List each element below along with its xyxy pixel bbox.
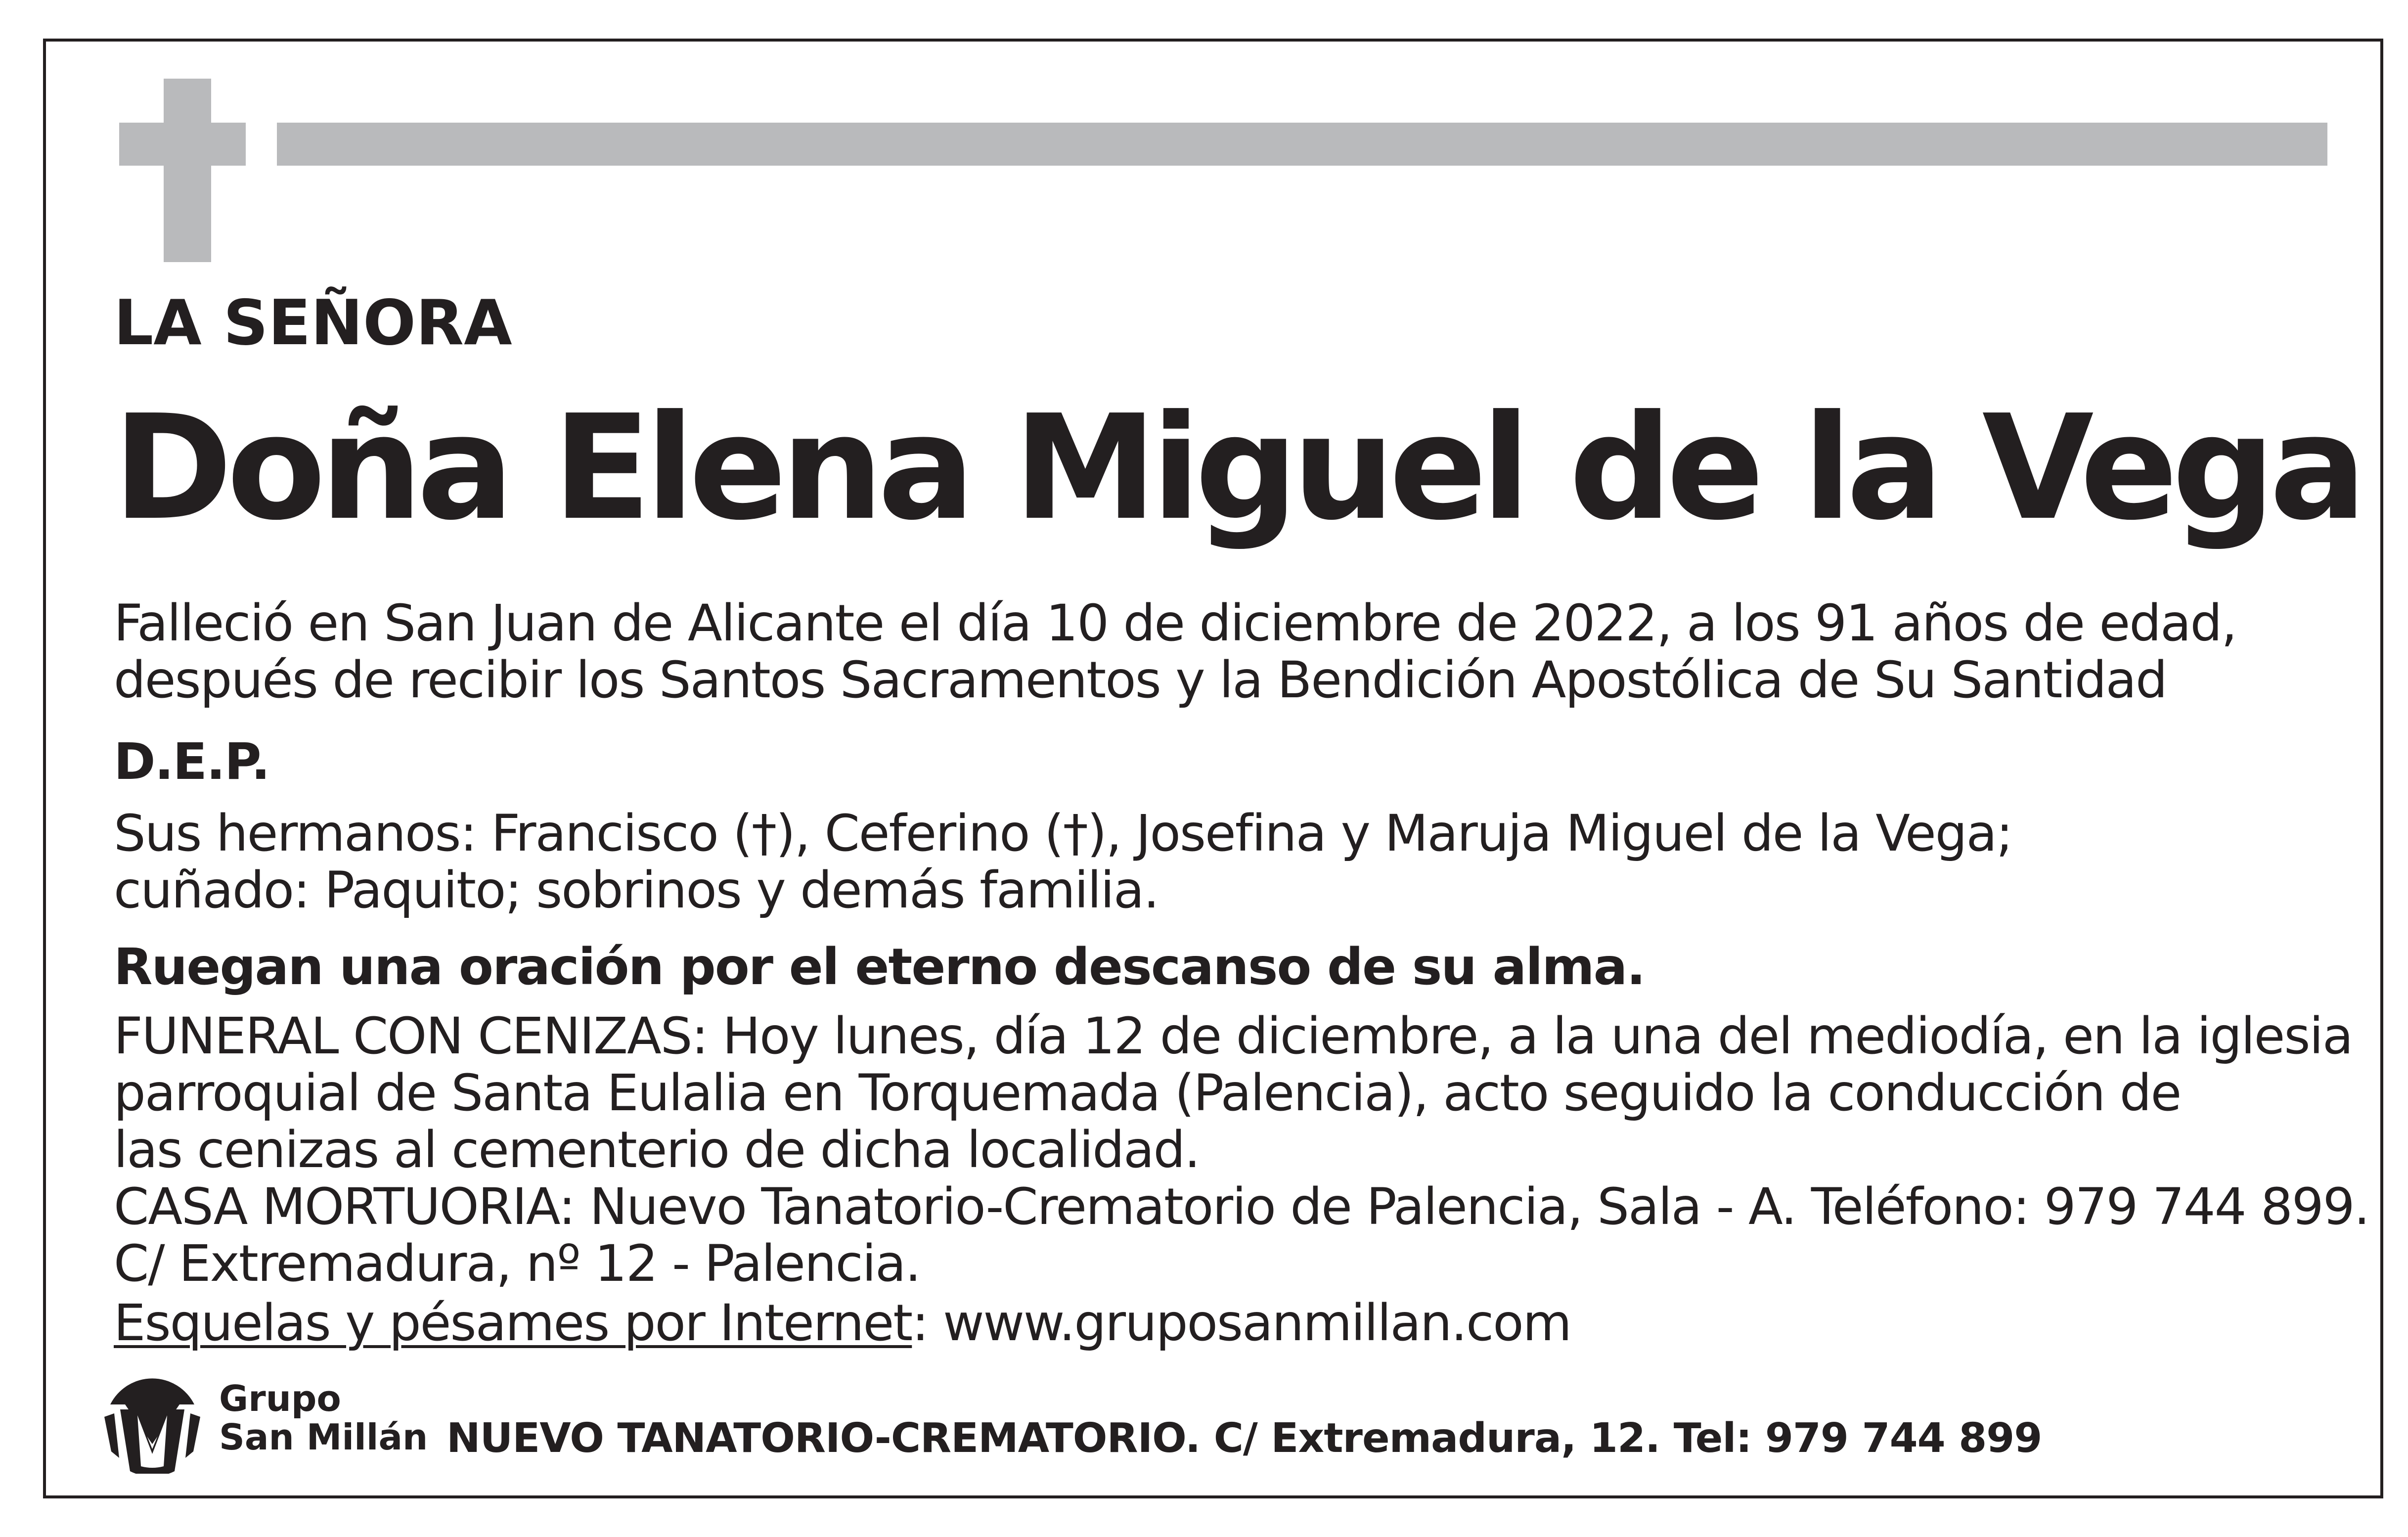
grupo-san-millan-logo-icon xyxy=(100,1370,204,1474)
footer-address: NUEVO TANATORIO-CREMATORIO. C/ Extremadura, 12. Tel: 979 744 899 xyxy=(446,1415,2042,1462)
internet-label: Esquelas y pésames por Internet xyxy=(114,1294,912,1353)
honorific: LA SEÑORA xyxy=(114,286,512,359)
funeral-line-1: FUNERAL CON CENIZAS: Hoy lunes, día 12 de diciembre, a la una del mediodía, en la iglesia xyxy=(114,1007,2353,1066)
prayer-text: Ruegan una oración por el eterno descanso de su alma. xyxy=(114,938,1645,996)
cross-horizontal-bar xyxy=(119,123,246,166)
family-line-1: Sus hermanos: Francisco (†), Ceferino (†), Josefina y Maruja Miguel de la Vega; xyxy=(114,804,2012,863)
funeral-line-3: las cenizas al cementerio de dicha localidad. xyxy=(114,1121,1200,1179)
death-line-2: después de recibir los Santos Sacramentos y la Bendición Apostólica de Su Santidad xyxy=(114,651,2167,710)
funeral-line-2: parroquial de Santa Eulalia en Torquemada (Palencia), acto seguido la conducción de xyxy=(114,1064,2181,1123)
mortuary-line-2: C/ Extremadura, nº 12 - Palencia. xyxy=(114,1234,920,1293)
logo-line-2: San Millán xyxy=(219,1416,428,1458)
cross-vertical-bar xyxy=(164,79,211,262)
logo-wordmark xyxy=(219,1380,428,1457)
death-line-1: Falleció en San Juan de Alicante el día 10 de diciembre de 2022, a los 91 años de edad, xyxy=(114,594,2236,653)
family-line-2: cuñado: Paquito; sobrinos y demás familia. xyxy=(114,861,1159,920)
internet-separator: : xyxy=(912,1294,943,1353)
rip-text: D.E.P. xyxy=(114,732,269,791)
mortuary-line-1: CASA MORTUORIA: Nuevo Tanatorio-Crematorio de Palencia, Sala - A. Teléfono: 979 744 899. xyxy=(114,1177,2369,1236)
deceased-name: Doña Elena Miguel de la Vega xyxy=(113,384,2361,552)
header-rule xyxy=(277,123,2327,166)
website-link[interactable]: www.gruposanmillan.com xyxy=(943,1294,1571,1353)
internet-line xyxy=(114,1294,1571,1353)
logo-line-1: Grupo xyxy=(219,1378,341,1419)
